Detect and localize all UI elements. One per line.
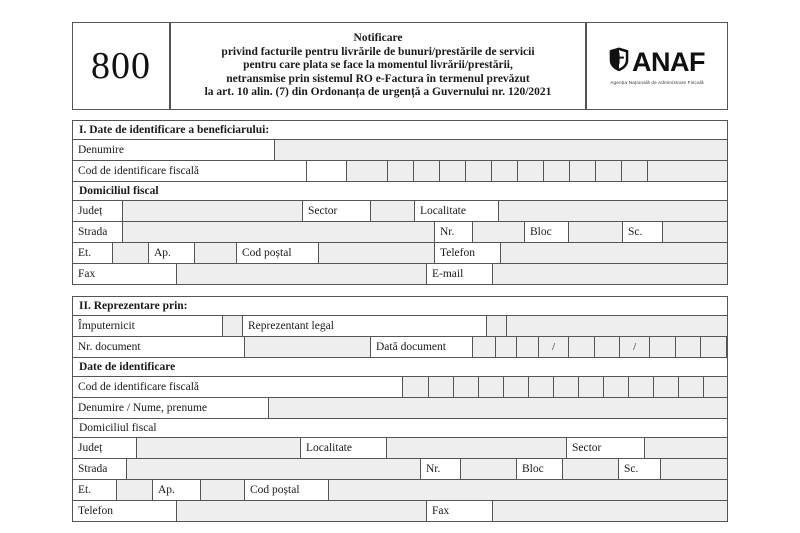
label-sc: Sc. — [622, 221, 662, 243]
row-strada — [72, 221, 728, 243]
cif-box[interactable] — [453, 377, 478, 397]
shield-icon — [609, 47, 629, 77]
cif-reprezentant-grid — [403, 377, 727, 397]
label-cif-reprezentant: Cod de identificare fiscală — [72, 376, 402, 398]
input-sector-reprezentant[interactable] — [644, 437, 728, 459]
label-ap: Ap. — [148, 242, 194, 264]
input-denumire[interactable] — [274, 139, 728, 161]
cif-box[interactable] — [428, 377, 453, 397]
cif-box[interactable] — [503, 377, 528, 397]
cif-box[interactable] — [578, 377, 603, 397]
input-denumire-reprezentant[interactable] — [268, 397, 728, 419]
cif-box[interactable] — [553, 377, 578, 397]
date-box[interactable] — [568, 337, 594, 357]
cif-box[interactable] — [465, 161, 491, 181]
cif-box[interactable] — [569, 161, 595, 181]
input-nr[interactable] — [472, 221, 524, 243]
label-nr-reprezentant: Nr. — [420, 458, 460, 480]
label-imputernicit: Împuternicit — [72, 315, 222, 337]
anaf-logo-main — [609, 47, 705, 77]
date-box[interactable] — [726, 337, 727, 357]
section-one-heading: I. Date de identificare a beneficiarului: — [72, 120, 728, 140]
date-box[interactable] — [675, 337, 701, 357]
label-cod-postal-reprezentant: Cod poștal — [244, 479, 328, 501]
input-judet[interactable] — [122, 200, 302, 222]
input-et-reprezentant[interactable] — [116, 479, 152, 501]
input-strada-reprezentant[interactable] — [126, 458, 420, 480]
cif-box[interactable] — [628, 377, 653, 397]
row-fax-email — [72, 263, 728, 285]
section-one-domiciliu-heading: Domiciliul fiscal — [72, 181, 728, 201]
cif-box[interactable] — [413, 161, 439, 181]
date-box[interactable] — [495, 337, 517, 357]
input-strada[interactable] — [122, 221, 434, 243]
row-denumire-reprezentant — [72, 397, 728, 419]
anaf-logo-subtitle: Agenția Națională de Administrare Fiscală — [610, 80, 704, 85]
label-et: Et. — [72, 242, 112, 264]
row-cif-reprezentant — [72, 376, 728, 398]
label-localitate: Localitate — [414, 200, 498, 222]
cif-digit-grid — [347, 161, 727, 181]
label-denumire-reprezentant: Denumire / Nume, prenume — [72, 397, 268, 419]
cif-box[interactable] — [543, 161, 569, 181]
cif-box[interactable] — [517, 161, 543, 181]
date-box[interactable] — [700, 337, 726, 357]
date-separator: / — [552, 341, 556, 353]
date-separator-box — [619, 337, 649, 357]
input-ap[interactable] — [194, 242, 236, 264]
cif-box[interactable] — [703, 377, 727, 397]
input-bloc[interactable] — [568, 221, 622, 243]
input-telefon-reprezentant[interactable] — [176, 500, 426, 522]
label-judet: Județ — [72, 200, 122, 222]
cif-box[interactable] — [403, 377, 428, 397]
row-judet-sector-localitate — [72, 200, 728, 222]
cif-box[interactable] — [621, 161, 647, 181]
label-reprezentant-legal: Reprezentant legal — [242, 315, 486, 337]
section-two-domiciliu-heading: Domiciliul fiscal — [72, 418, 728, 438]
cif-box[interactable] — [678, 377, 703, 397]
label-telefon: Telefon — [434, 242, 500, 264]
section-two-identificare-heading: Date de identificare — [72, 357, 728, 377]
cif-box[interactable] — [595, 161, 621, 181]
label-fax: Fax — [72, 263, 176, 285]
date-box[interactable] — [649, 337, 675, 357]
input-cod-postal-reprezentant[interactable] — [328, 479, 728, 501]
cif-box[interactable] — [439, 161, 465, 181]
row-reprezentare — [72, 315, 728, 337]
date-box[interactable] — [516, 337, 538, 357]
label-ap-reprezentant: Ap. — [152, 479, 200, 501]
cif-box[interactable] — [387, 161, 413, 181]
input-email[interactable] — [492, 263, 728, 285]
label-denumire: Denumire — [72, 139, 274, 161]
label-et-reprezentant: Et. — [72, 479, 116, 501]
input-fax[interactable] — [176, 263, 426, 285]
form-subtitle-line-1: privind facturile pentru livrările de bunuri/prestările de servicii — [221, 45, 535, 58]
label-strada: Strada — [72, 221, 122, 243]
label-bloc-reprezentant: Bloc — [516, 458, 562, 480]
input-localitate-reprezentant[interactable] — [386, 437, 566, 459]
label-sc-reprezentant: Sc. — [618, 458, 660, 480]
section-two — [72, 296, 728, 522]
input-cif-digits[interactable] — [346, 160, 728, 182]
input-nr-reprezentant[interactable] — [460, 458, 516, 480]
input-judet-reprezentant[interactable] — [136, 437, 300, 459]
row-judet-localitate-sector — [72, 437, 728, 459]
label-localitate-reprezentant: Localitate — [300, 437, 386, 459]
date-separator: / — [633, 341, 637, 353]
row-denumire — [72, 139, 728, 161]
label-judet-reprezentant: Județ — [72, 437, 136, 459]
date-separator-box — [538, 337, 568, 357]
reprezentare-spacer — [506, 315, 728, 337]
label-strada-reprezentant: Strada — [72, 458, 126, 480]
input-ap-reprezentant[interactable] — [200, 479, 244, 501]
form-subtitle-line-3: netransmise prin sistemul RO e-Factura în termenul prevăzut — [226, 72, 530, 85]
anaf-wordmark: ANAF — [632, 46, 705, 77]
row-telefon-fax-reprezentant — [72, 500, 728, 522]
cif-box[interactable] — [491, 161, 517, 181]
section-two-heading: II. Reprezentare prin: — [72, 296, 728, 316]
input-cif-reprezentant[interactable] — [402, 376, 728, 398]
cif-box[interactable] — [347, 161, 387, 181]
label-bloc: Bloc — [524, 221, 568, 243]
date-grid — [473, 337, 727, 357]
input-sc-reprezentant[interactable] — [660, 458, 728, 480]
input-bloc-reprezentant[interactable] — [562, 458, 618, 480]
row-document — [72, 336, 728, 358]
label-sector: Sector — [302, 200, 370, 222]
date-box[interactable] — [594, 337, 620, 357]
form-subtitle-line-4: la art. 10 alin. (7) din Ordonanța de urgență a Guvernului nr. 120/2021 — [204, 86, 552, 99]
label-nr-document: Nr. document — [72, 336, 244, 358]
form-masthead — [72, 22, 728, 110]
input-cod-postal[interactable] — [318, 242, 434, 264]
form-subtitle-line-2: pentru care plata se face la momentul livrării/prestării, — [243, 59, 513, 72]
row-cif — [72, 160, 728, 182]
row-et-ap-codpostal-reprezentant — [72, 479, 728, 501]
checkbox-reprezentant-legal[interactable] — [486, 315, 506, 337]
checkbox-imputernicit[interactable] — [222, 315, 242, 337]
label-email: E-mail — [426, 263, 492, 285]
input-sector[interactable] — [370, 200, 414, 222]
cif-box[interactable] — [478, 377, 503, 397]
label-data-document: Dată document — [370, 336, 472, 358]
input-fax-reprezentant[interactable] — [492, 500, 728, 522]
form-title: Notificare — [353, 32, 403, 45]
input-cif-prefix[interactable] — [306, 160, 346, 182]
row-strada-reprezentant — [72, 458, 728, 480]
cif-box[interactable] — [528, 377, 553, 397]
row-et-ap-codpostal-telefon — [72, 242, 728, 264]
date-box[interactable] — [473, 337, 495, 357]
input-et[interactable] — [112, 242, 148, 264]
label-telefon-reprezentant: Telefon — [72, 500, 176, 522]
form-code: 800 — [73, 23, 171, 109]
input-data-document[interactable] — [472, 336, 728, 358]
input-nr-document[interactable] — [244, 336, 370, 358]
input-telefon[interactable] — [500, 242, 728, 264]
label-nr: Nr. — [434, 221, 472, 243]
input-localitate[interactable] — [498, 200, 728, 222]
form-title-block — [171, 23, 585, 109]
label-sector-reprezentant: Sector — [566, 437, 644, 459]
cif-box[interactable] — [653, 377, 678, 397]
label-fax-reprezentant: Fax — [426, 500, 492, 522]
cif-box[interactable] — [603, 377, 628, 397]
label-cif: Cod de identificare fiscală — [72, 160, 306, 182]
cif-box-tail[interactable] — [647, 161, 727, 181]
anaf-logo — [585, 23, 727, 109]
section-one — [72, 120, 728, 285]
input-sc[interactable] — [662, 221, 728, 243]
label-cod-postal: Cod poștal — [236, 242, 318, 264]
